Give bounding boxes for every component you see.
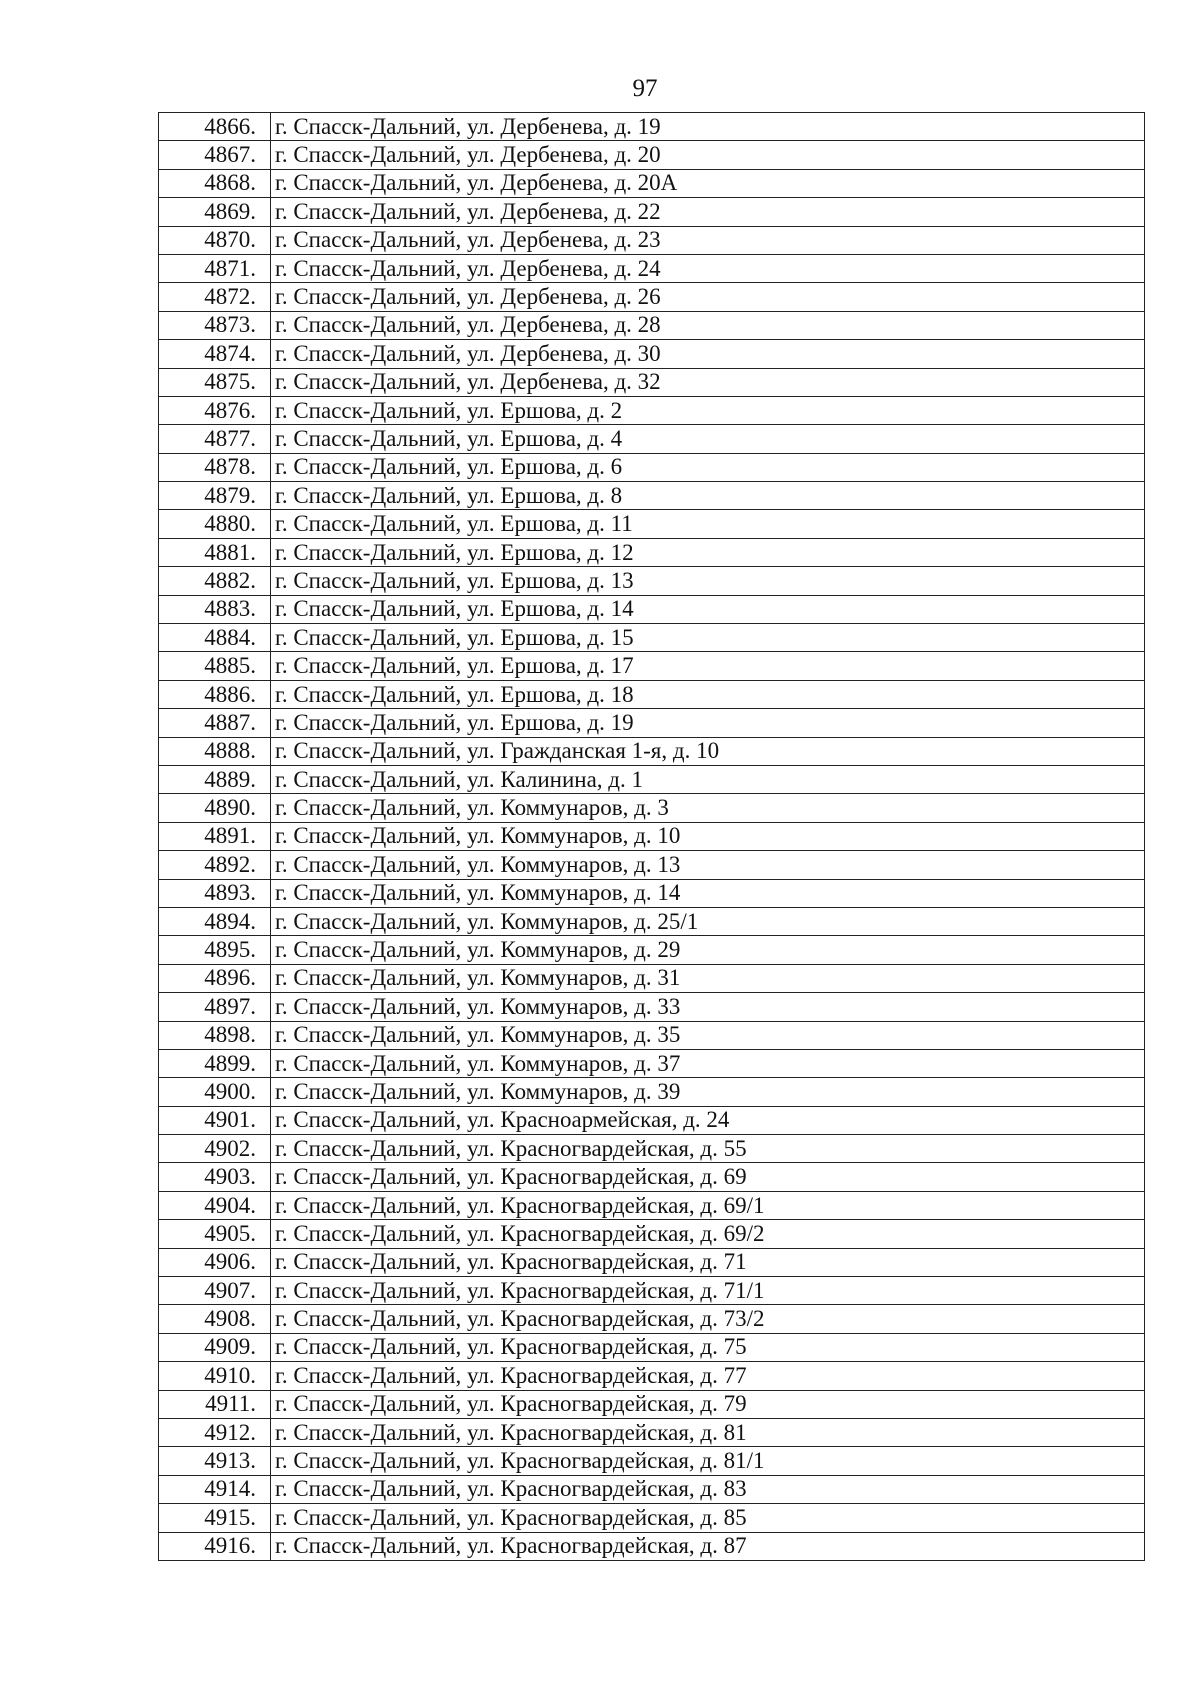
table-row bbox=[159, 113, 1145, 141]
row-number: 4878. bbox=[159, 453, 271, 481]
row-address: г. Спасск-Дальний, ул. Ершова, д. 19 bbox=[271, 709, 1145, 737]
row-address: г. Спасск-Дальний, ул. Калинина, д. 1 bbox=[271, 765, 1145, 793]
row-number: 4916. bbox=[159, 1532, 271, 1560]
row-address: г. Спасск-Дальний, ул. Красногвардейская, д. 55 bbox=[271, 1135, 1145, 1163]
row-number: 4894. bbox=[159, 907, 271, 935]
row-number: 4889. bbox=[159, 765, 271, 793]
row-number: 4912. bbox=[159, 1418, 271, 1446]
row-number: 4910. bbox=[159, 1362, 271, 1390]
row-number: 4875. bbox=[159, 368, 271, 396]
table-row bbox=[159, 1504, 1145, 1532]
row-address: г. Спасск-Дальний, ул. Коммунаров, д. 14 bbox=[271, 879, 1145, 907]
row-number: 4866. bbox=[159, 113, 271, 141]
row-number: 4884. bbox=[159, 624, 271, 652]
table-row bbox=[159, 510, 1145, 538]
table-row bbox=[159, 1532, 1145, 1560]
row-address: г. Спасск-Дальний, ул. Коммунаров, д. 10 bbox=[271, 822, 1145, 850]
row-address: г. Спасск-Дальний, ул. Коммунаров, д. 25/1 bbox=[271, 907, 1145, 935]
row-address: г. Спасск-Дальний, ул. Красногвардейская, д. 75 bbox=[271, 1333, 1145, 1361]
row-address: г. Спасск-Дальний, ул. Красногвардейская, д. 71/1 bbox=[271, 1277, 1145, 1305]
row-number: 4909. bbox=[159, 1333, 271, 1361]
row-address: г. Спасск-Дальний, ул. Дербенева, д. 32 bbox=[271, 368, 1145, 396]
row-number: 4902. bbox=[159, 1135, 271, 1163]
table-row bbox=[159, 652, 1145, 680]
table-row bbox=[159, 765, 1145, 793]
table-row bbox=[159, 368, 1145, 396]
row-number: 4887. bbox=[159, 709, 271, 737]
row-number: 4915. bbox=[159, 1504, 271, 1532]
row-address: г. Спасск-Дальний, ул. Красногвардейская, д. 73/2 bbox=[271, 1305, 1145, 1333]
row-number: 4903. bbox=[159, 1163, 271, 1191]
table-row bbox=[159, 311, 1145, 339]
row-number: 4907. bbox=[159, 1277, 271, 1305]
row-number: 4897. bbox=[159, 993, 271, 1021]
row-number: 4891. bbox=[159, 822, 271, 850]
table-row bbox=[159, 169, 1145, 197]
address-table-body bbox=[159, 113, 1145, 1561]
row-address: г. Спасск-Дальний, ул. Коммунаров, д. 31 bbox=[271, 964, 1145, 992]
row-address: г. Спасск-Дальний, ул. Дербенева, д. 28 bbox=[271, 311, 1145, 339]
table-row bbox=[159, 1163, 1145, 1191]
row-address: г. Спасск-Дальний, ул. Дербенева, д. 26 bbox=[271, 283, 1145, 311]
row-number: 4901. bbox=[159, 1106, 271, 1134]
row-number: 4893. bbox=[159, 879, 271, 907]
table-row bbox=[159, 822, 1145, 850]
row-address: г. Спасск-Дальний, ул. Коммунаров, д. 33 bbox=[271, 993, 1145, 1021]
row-address: г. Спасск-Дальний, ул. Ершова, д. 6 bbox=[271, 453, 1145, 481]
row-number: 4881. bbox=[159, 538, 271, 566]
table-row bbox=[159, 425, 1145, 453]
row-number: 4905. bbox=[159, 1220, 271, 1248]
row-address: г. Спасск-Дальний, ул. Ершова, д. 11 bbox=[271, 510, 1145, 538]
table-row bbox=[159, 1049, 1145, 1077]
row-number: 4914. bbox=[159, 1475, 271, 1503]
row-address: г. Спасск-Дальний, ул. Ершова, д. 17 bbox=[271, 652, 1145, 680]
row-number: 4877. bbox=[159, 425, 271, 453]
row-address: г. Спасск-Дальний, ул. Ершова, д. 15 bbox=[271, 624, 1145, 652]
row-address: г. Спасск-Дальний, ул. Красногвардейская, д. 81 bbox=[271, 1418, 1145, 1446]
table-row bbox=[159, 1418, 1145, 1446]
row-address: г. Спасск-Дальний, ул. Дербенева, д. 30 bbox=[271, 340, 1145, 368]
row-address: г. Спасск-Дальний, ул. Красногвардейская, д. 69/1 bbox=[271, 1191, 1145, 1219]
row-address: г. Спасск-Дальний, ул. Красногвардейская, д. 85 bbox=[271, 1504, 1145, 1532]
table-row bbox=[159, 1248, 1145, 1276]
row-number: 4870. bbox=[159, 226, 271, 254]
row-number: 4913. bbox=[159, 1447, 271, 1475]
row-address: г. Спасск-Дальний, ул. Ершова, д. 12 bbox=[271, 538, 1145, 566]
table-row bbox=[159, 709, 1145, 737]
row-number: 4879. bbox=[159, 482, 271, 510]
table-row bbox=[159, 340, 1145, 368]
row-address: г. Спасск-Дальний, ул. Ершова, д. 14 bbox=[271, 595, 1145, 623]
table-row bbox=[159, 226, 1145, 254]
table-row bbox=[159, 680, 1145, 708]
table-row bbox=[159, 453, 1145, 481]
row-number: 4876. bbox=[159, 396, 271, 424]
table-row bbox=[159, 1277, 1145, 1305]
row-number: 4869. bbox=[159, 198, 271, 226]
table-row bbox=[159, 1135, 1145, 1163]
table-row bbox=[159, 198, 1145, 226]
table-row bbox=[159, 254, 1145, 282]
row-number: 4871. bbox=[159, 254, 271, 282]
row-address: г. Спасск-Дальний, ул. Коммунаров, д. 13 bbox=[271, 851, 1145, 879]
row-address: г. Спасск-Дальний, ул. Красногвардейская, д. 71 bbox=[271, 1248, 1145, 1276]
row-number: 4872. bbox=[159, 283, 271, 311]
row-address: г. Спасск-Дальний, ул. Ершова, д. 13 bbox=[271, 567, 1145, 595]
row-address: г. Спасск-Дальний, ул. Коммунаров, д. 29 bbox=[271, 936, 1145, 964]
table-row bbox=[159, 1447, 1145, 1475]
row-address: г. Спасск-Дальний, ул. Красногвардейская, д. 69 bbox=[271, 1163, 1145, 1191]
table-row bbox=[159, 1191, 1145, 1219]
row-address: г. Спасск-Дальний, ул. Дербенева, д. 23 bbox=[271, 226, 1145, 254]
row-number: 4890. bbox=[159, 794, 271, 822]
row-number: 4911. bbox=[159, 1390, 271, 1418]
row-address: г. Спасск-Дальний, ул. Коммунаров, д. 39 bbox=[271, 1078, 1145, 1106]
row-number: 4896. bbox=[159, 964, 271, 992]
row-number: 4898. bbox=[159, 1021, 271, 1049]
row-address: г. Спасск-Дальний, ул. Коммунаров, д. 35 bbox=[271, 1021, 1145, 1049]
row-address: г. Спасск-Дальний, ул. Дербенева, д. 19 bbox=[271, 113, 1145, 141]
row-number: 4885. bbox=[159, 652, 271, 680]
row-number: 4886. bbox=[159, 680, 271, 708]
table-row bbox=[159, 1220, 1145, 1248]
table-row bbox=[159, 936, 1145, 964]
row-number: 4873. bbox=[159, 311, 271, 339]
row-number: 4895. bbox=[159, 936, 271, 964]
row-number: 4883. bbox=[159, 595, 271, 623]
row-address: г. Спасск-Дальний, ул. Гражданская 1-я, д. 10 bbox=[271, 737, 1145, 765]
row-number: 4908. bbox=[159, 1305, 271, 1333]
row-address: г. Спасск-Дальний, ул. Ершова, д. 4 bbox=[271, 425, 1145, 453]
table-row bbox=[159, 141, 1145, 169]
row-address: г. Спасск-Дальний, ул. Дербенева, д. 24 bbox=[271, 254, 1145, 282]
table-row bbox=[159, 1078, 1145, 1106]
row-address: г. Спасск-Дальний, ул. Ершова, д. 18 bbox=[271, 680, 1145, 708]
table-row bbox=[159, 396, 1145, 424]
row-number: 4904. bbox=[159, 1191, 271, 1219]
row-address: г. Спасск-Дальний, ул. Красногвардейская, д. 81/1 bbox=[271, 1447, 1145, 1475]
row-number: 4888. bbox=[159, 737, 271, 765]
table-row bbox=[159, 624, 1145, 652]
table-row bbox=[159, 482, 1145, 510]
row-number: 4899. bbox=[159, 1049, 271, 1077]
row-address: г. Спасск-Дальний, ул. Дербенева, д. 22 bbox=[271, 198, 1145, 226]
row-address: г. Спасск-Дальний, ул. Дербенева, д. 20А bbox=[271, 169, 1145, 197]
row-number: 4900. bbox=[159, 1078, 271, 1106]
table-row bbox=[159, 851, 1145, 879]
row-number: 4906. bbox=[159, 1248, 271, 1276]
table-row bbox=[159, 1305, 1145, 1333]
row-number: 4874. bbox=[159, 340, 271, 368]
table-row bbox=[159, 1021, 1145, 1049]
row-number: 4882. bbox=[159, 567, 271, 595]
row-number: 4867. bbox=[159, 141, 271, 169]
table-row bbox=[159, 1106, 1145, 1134]
row-address: г. Спасск-Дальний, ул. Дербенева, д. 20 bbox=[271, 141, 1145, 169]
row-number: 4880. bbox=[159, 510, 271, 538]
table-row bbox=[159, 964, 1145, 992]
address-table bbox=[158, 112, 1145, 1561]
table-row bbox=[159, 1475, 1145, 1503]
row-number: 4892. bbox=[159, 851, 271, 879]
row-address: г. Спасск-Дальний, ул. Красногвардейская, д. 87 bbox=[271, 1532, 1145, 1560]
table-row bbox=[159, 907, 1145, 935]
row-address: г. Спасск-Дальний, ул. Ершова, д. 2 bbox=[271, 396, 1145, 424]
row-address: г. Спасск-Дальний, ул. Красногвардейская, д. 79 bbox=[271, 1390, 1145, 1418]
table-row bbox=[159, 283, 1145, 311]
table-row bbox=[159, 993, 1145, 1021]
table-row bbox=[159, 567, 1145, 595]
table-row bbox=[159, 1333, 1145, 1361]
row-address: г. Спасск-Дальний, ул. Красногвардейская, д. 83 bbox=[271, 1475, 1145, 1503]
table-row bbox=[159, 794, 1145, 822]
table-row bbox=[159, 737, 1145, 765]
table-row bbox=[159, 538, 1145, 566]
page-number: 97 bbox=[632, 75, 658, 102]
row-number: 4868. bbox=[159, 169, 271, 197]
row-address: г. Спасск-Дальний, ул. Красногвардейская, д. 69/2 bbox=[271, 1220, 1145, 1248]
row-address: г. Спасск-Дальний, ул. Красногвардейская, д. 77 bbox=[271, 1362, 1145, 1390]
row-address: г. Спасск-Дальний, ул. Коммунаров, д. 37 bbox=[271, 1049, 1145, 1077]
row-address: г. Спасск-Дальний, ул. Красноармейская, д. 24 bbox=[271, 1106, 1145, 1134]
table-row bbox=[159, 595, 1145, 623]
table-row bbox=[159, 1390, 1145, 1418]
row-address: г. Спасск-Дальний, ул. Ершова, д. 8 bbox=[271, 482, 1145, 510]
table-row bbox=[159, 879, 1145, 907]
table-row bbox=[159, 1362, 1145, 1390]
row-address: г. Спасск-Дальний, ул. Коммунаров, д. 3 bbox=[271, 794, 1145, 822]
